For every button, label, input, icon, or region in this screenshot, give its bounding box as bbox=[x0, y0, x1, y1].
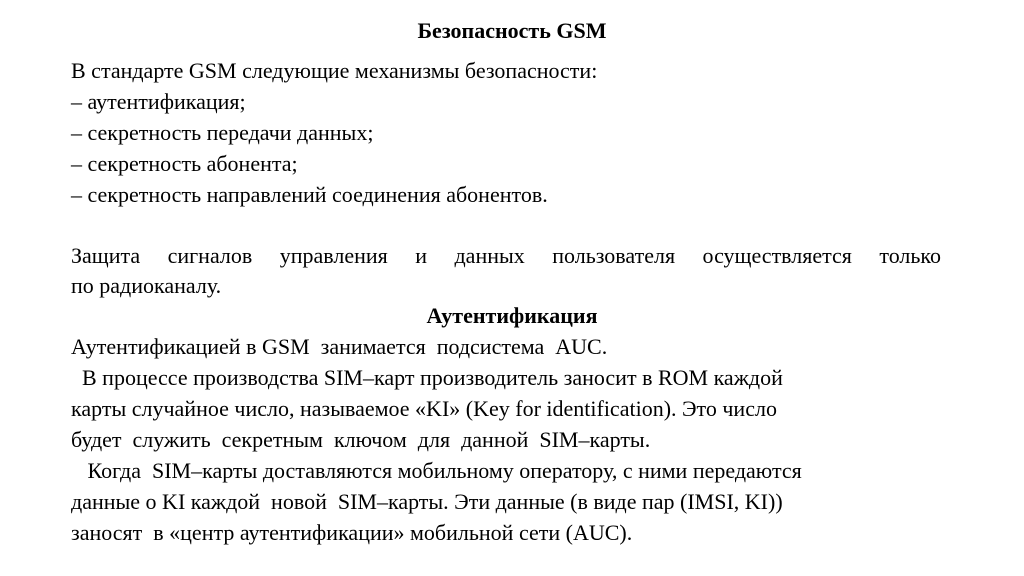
list-item-mechanism: – аутентификация; bbox=[71, 89, 246, 114]
auth-text-line: Аутентификацией в GSM занимается подсистема AUC. bbox=[71, 334, 608, 359]
auth-text-line: Когда SIM–карты доставляются мобильному оператору, с ними передаются bbox=[71, 458, 802, 483]
intro-text: В стандарте GSM следующие механизмы безопасности: bbox=[71, 58, 598, 83]
list-item-mechanism: – секретность передачи данных; bbox=[71, 120, 374, 145]
slide-title: Безопасность GSM bbox=[417, 18, 607, 43]
list-item-mechanism: – секретность абонента; bbox=[71, 151, 298, 176]
auth-text-line: будет служить секретным ключом для данной SIM–карты. bbox=[71, 427, 651, 452]
auth-text-line: данные о KI каждой новой SIM–карты. Эти данные (в виде пар (IMSI, KI)) bbox=[71, 489, 783, 514]
list-item-mechanism: – секретность направлений соединения абонентов. bbox=[71, 182, 548, 207]
auth-text-line: заносят в «центр аутентификации» мобильной сети (AUC). bbox=[71, 520, 633, 545]
section-heading-authentication: Аутентификация bbox=[426, 303, 598, 328]
protection-text-line: Защита сигналов управления и данных пользователя осуществляется только bbox=[71, 243, 941, 268]
auth-text-line: карты случайное число, называемое «KI» (Key for identification). Это число bbox=[71, 396, 777, 421]
auth-text-line: В процессе производства SIM–карт производитель заносит в ROM каждой bbox=[71, 365, 783, 390]
protection-text-line: по радиоканалу. bbox=[71, 273, 222, 298]
